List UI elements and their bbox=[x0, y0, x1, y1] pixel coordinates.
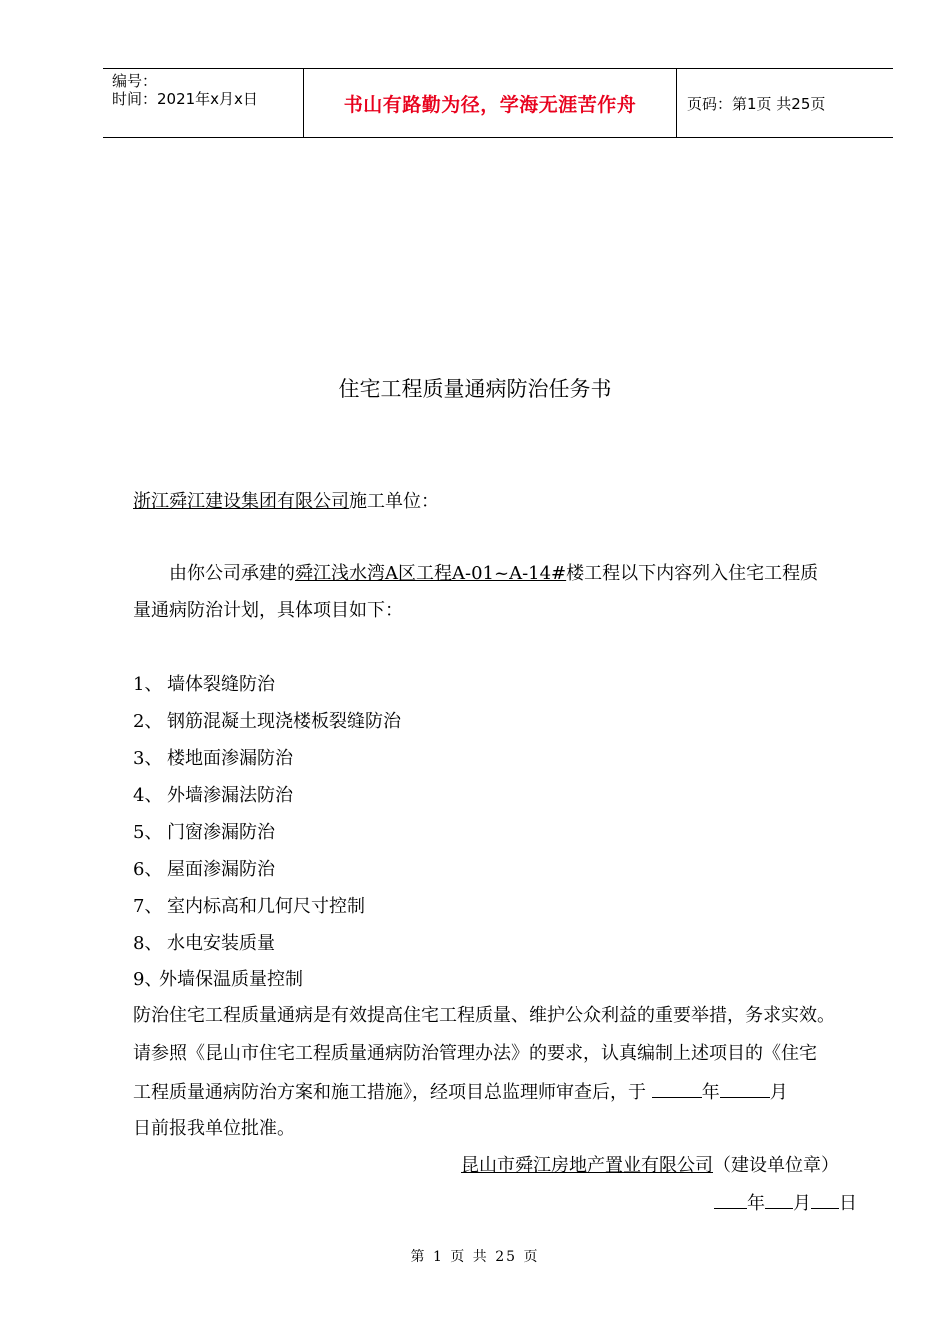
intro-text: 由你公司承建的 bbox=[169, 563, 295, 584]
list-item bbox=[133, 858, 275, 882]
month-label: 月 bbox=[769, 1082, 788, 1103]
list-item-text: 钢筋混凝土现浇楼板裂缝防治 bbox=[167, 711, 401, 732]
signature-date bbox=[714, 1190, 857, 1216]
list-item bbox=[133, 747, 293, 771]
signature-company: 昆山市舜江房地产置业有限公司 bbox=[461, 1155, 713, 1176]
intro-text-cont: 楼工程以下内容列入住宅工程质 bbox=[566, 563, 819, 584]
header-meta bbox=[103, 69, 304, 137]
sig-month-label: 月 bbox=[793, 1193, 811, 1214]
list-item-text: 楼地面渗漏防治 bbox=[167, 748, 293, 769]
sig-year-label: 年 bbox=[747, 1193, 765, 1214]
list-item-text: 屋面渗漏防治 bbox=[167, 859, 275, 880]
list-item-text: 外墙渗漏法防治 bbox=[167, 785, 293, 806]
list-item-text: 室内标高和几何尺寸控制 bbox=[167, 896, 365, 917]
list-item-number: 2、 bbox=[133, 711, 163, 732]
list-item-text: 水电安装质量 bbox=[167, 933, 275, 954]
list-item bbox=[133, 895, 365, 919]
list-item-number: 6、 bbox=[133, 859, 163, 880]
sig-month-blank bbox=[765, 1190, 793, 1209]
signature-stamp: （建设单位章） bbox=[713, 1155, 839, 1176]
list-item-number: 7、 bbox=[133, 896, 163, 917]
time-label: 时间：2021年x月x日 bbox=[112, 90, 258, 108]
sig-day-label: 日 bbox=[839, 1193, 857, 1214]
month-blank bbox=[720, 1079, 770, 1098]
body-line-3-text: 工程质量通病防治方案和施工措施》，经项目总监理师审查后，于 bbox=[133, 1082, 646, 1103]
list-item-number: 4、 bbox=[133, 785, 163, 806]
list-item-text: 外墙保温质量控制 bbox=[159, 969, 303, 990]
project-name: 舜江浅水湾A区工程A-01~A-14# bbox=[295, 563, 567, 584]
signature-line bbox=[461, 1154, 839, 1178]
intro-line-2: 量通病防治计划，具体项目如下： bbox=[133, 600, 403, 621]
list-item bbox=[133, 673, 275, 697]
document-title: 住宅工程质量通病防治任务书 bbox=[338, 377, 612, 401]
page-header bbox=[103, 68, 893, 138]
list-item-text: 墙体裂缝防治 bbox=[167, 674, 275, 695]
intro-line-1 bbox=[169, 562, 818, 586]
header-motto: 书山有路勤为径，学海无涯苦作舟 bbox=[304, 69, 677, 137]
list-item-number: 9、 bbox=[133, 969, 163, 990]
header-page-info: 页码：第1页 共25页 bbox=[687, 94, 826, 113]
body-line-1: 防治住宅工程质量通病是有效提高住宅工程质量、维护公众利益的重要举措，务求实效。 bbox=[133, 1005, 835, 1026]
list-item-number: 3、 bbox=[133, 748, 163, 769]
code-label: 编号： bbox=[112, 72, 158, 90]
list-item bbox=[133, 968, 303, 992]
list-item bbox=[133, 932, 275, 956]
list-item bbox=[133, 784, 293, 808]
list-item-number: 5、 bbox=[133, 822, 163, 843]
addressee-line bbox=[133, 490, 439, 514]
body-line-2: 请参照《昆山市住宅工程质量通病防治管理办法》的要求，认真编制上述项目的《住宅 bbox=[133, 1043, 817, 1064]
list-item-number: 8、 bbox=[133, 933, 163, 954]
list-item-text: 门窗渗漏防治 bbox=[167, 822, 275, 843]
list-item bbox=[133, 821, 275, 845]
year-label: 年 bbox=[701, 1082, 720, 1103]
addressee-suffix: 施工单位： bbox=[349, 491, 439, 512]
list-item-number: 1、 bbox=[133, 674, 163, 695]
body-line-4: 日前报我单位批准。 bbox=[133, 1118, 295, 1139]
list-item bbox=[133, 710, 401, 734]
body-line-3 bbox=[133, 1079, 788, 1105]
sig-year-blank bbox=[714, 1190, 747, 1209]
page-footer: 第 1 页 共 25 页 bbox=[410, 1249, 540, 1265]
year-blank bbox=[652, 1079, 702, 1098]
addressee-company: 浙江舜江建设集团有限公司 bbox=[133, 491, 349, 512]
sig-day-blank bbox=[811, 1190, 839, 1209]
